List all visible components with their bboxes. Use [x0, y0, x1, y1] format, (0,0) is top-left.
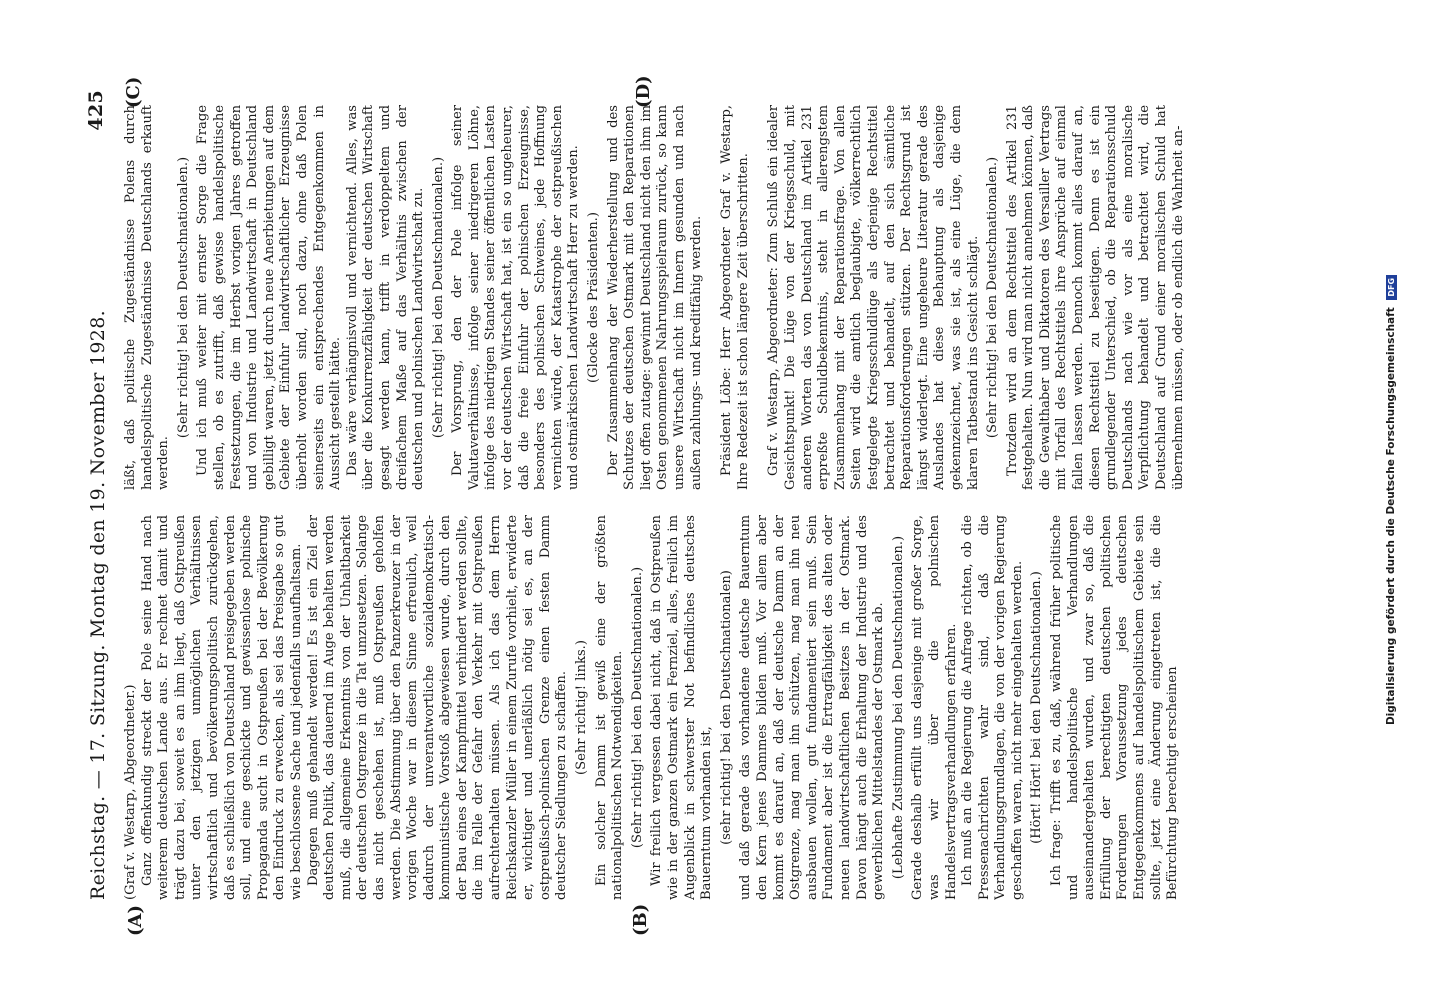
- paragraph: Und ich muß weiter mit ernster Sorge die Frage stellen, ob es zutrifft, daß gewisse handelspolitische Festsetzungen, die im Herbst vorigen Jahres getroffen und von Industrie und Landwirtschaft in Deutschland gebilligt waren, jetzt durch neue Anerbietungen auf dem Gebiete der Einfuhr landwirtschaftlicher Erzeugnisse überholt worden sind, noch dazu, ohne daß Polen seinerseits ein entsprechendes Entgegenkommen in Aussicht gestellt hätte.: [195, 105, 344, 490]
- paragraph: Ich frage: Trifft es zu, daß, während früher politische und handelspolitische Verhandlungen auseinandergehalten wurden, und zwar so, daß die Erfüllung der berechtigten deutschen politischen Forderungen Voraussetzung jedes deutschen Entgegenkommens auf handelspolitischem Gebiete sein sollte, jetzt eine Änderung eingetreten ist, die die Befürchtung berechtigt erscheinen: [1049, 515, 1181, 900]
- right-column: [123, 105, 1313, 490]
- speaker-line: (Graf v. Westarp, Abgeordneter.): [123, 684, 138, 900]
- speaker-paragraph: Graf v. Westarp, Abgeordneter: Zum Schluß ein idealer Gesichtspunkt! Die Lüge von der Kriegsschuld, mit anderen Worten das von Deutschland im Artikel 231 erpreßte Schuldbekenntnis, steht in allerengstem Zusammenhang mit der Reparationsfrage. Von allen Seiten wird die amtlich beglaubigte, völkerrechtlich festgelegte Kriegsschuldlüge als derjenige Rechtstitel betrachtet und behandelt, auf den sich sämtliche Reparationsforderungen stützen. Der Rechtsgrund ist längst widerlegt. Eine ungeheure Literatur gerade des Auslandes hat diese Behauptung als dasjenige gekennzeichnet, was sie ist, als eine Lüge, die dem klaren Tatbestand ins Gesicht schlägt.: [766, 105, 981, 490]
- interjection: (Sehr richtig! bei den Deutschnationalen.): [175, 156, 191, 439]
- interjection: (Hört! Hört! bei den Deutschnationalen.): [1029, 571, 1045, 844]
- margin-marker-b: (B): [630, 903, 651, 936]
- margin-marker-d: (D): [633, 75, 654, 108]
- paragraph: Der Vorsprung, den der Pole infolge seiner Valutaverhältnisse, infolge seiner niedrigeren Löhne, infolge des niedrigen Standes seiner öffentlichen Lasten vor der deutschen Wirtschaft hat, ist ein so ungeheurer, daß die freie Einfuhr der polnischen Erzeugnisse, besonders des polnischen Schweines, jede Hoffnung vernichten würde, der Katastrophe der ostpreußischen und ostmärkischen Landwirtschaft Herr zu werden.: [450, 105, 582, 490]
- paragraph: Ganz offenkundig streckt der Pole seine Hand nach weiterem deutschen Lande aus. Er rechnet damit und trägt dazu bei, soweit es an ihm liegt, daß Ostpreußen unter den jetzigen unmöglichen Verhältnissen wirtschaftlich und bevölkerungspolitisch zurückgehen, daß es schließlich von Deutschland preisgegeben werden soll, und eine geschickte und gewissenlose polnische Propaganda sucht in Ostpreußen bei der Bevölkerung den Eindruck zu erwecken, als sei das Preisgabe so gut wie beschlossene Sache und jedenfalls unaufhaltsam.: [139, 515, 304, 900]
- paragraph: Wir freilich vergessen dabei nicht, daß in Ostpreußen wie in der ganzen Ostmark ein Fernziel, alles, freilich im Augenblick in schwerster Not befindliches deutsches Bauerntum vorhanden ist,: [649, 515, 715, 900]
- paragraph: Dagegen muß gehandelt werden! Es ist ein Ziel der deutschen Politik, das dauernd im Auge behalten werden muß, die allgemeine Erkenntnis von der Unhaltbarkeit der deutschen Ostgrenze in die Tat umzusetzen. Solange das nicht geschehen ist, muß Ostpreußen geholfen werden. Die Abstimmung über den Panzerkreuzer in der vorigen Woche war in diesem Sinne erfreulich, weil dadurch der unverantwortliche sozialdemokratisch-kommunistische Vorstoß abgewiesen wurde, durch den der Bau eines der Kampfmittel verhindert werden sollte, die im Falle der Gefahr den Verkehr mit Ostpreußen aufrechterhalten müssen. Als ich das dem Herrn Reichskanzler Müller in einem Zurufe vorhielt, erwiderte er, wichtiger und unerläßlich nötig sei es, an der ostpreußisch-polnischen Grenze einen festen Damm deutscher Siedlungen zu schaffen.: [305, 515, 570, 900]
- running-head: Reichstag. — 17. Sitzung. Montag den 19. November 1928.: [87, 310, 109, 900]
- president-remark: Präsident Löbe: Herr Abgeordneter Graf v. Westarp, Ihre Redezeit ist schon längere Zeit überschritten.: [719, 105, 751, 490]
- page-header: [85, 90, 111, 900]
- digitization-note: [1385, 0, 1415, 1000]
- page-number: 425: [85, 90, 107, 131]
- paragraph: Trotzdem wird an dem Rechtstitel des Artikel 231 festgehalten. Nun wird man nicht annehmen können, daß die Gewalthaber und Diktatoren des Versailler Vertrags mit Torfall des Rechtstitels ihre Ansprüche auf einmal fallen lassen werden. Dennoch kommt alles darauf an, diesen Rechtstitel zu beseitigen. Denn es ist ein grundlegender Unterschied, ob die Reparationsschuld Deutschlands nach wie vor als eine moralische Verpflichtung behandelt und betrachtet wird, die Deutschland auf Grund einer moralischen Schuld hat übernehmen müssen, oder ob endlich die Wahrheit an-: [1004, 105, 1186, 490]
- paragraph: Ich muß an die Regierung die Anfrage richten, ob die Pressenachrichten wahr sind, daß die Verhandlungsgrundlagen, die von der vorigen Regierung geschaffen waren, nicht mehr eingehalten werden.: [960, 515, 1025, 900]
- paragraph: Das wäre verhängnisvoll und vernichtend. Alles, was über die Konkurrenzfähigkeit der deutschen Wirtschaft gesagt werden kann, trifft in verdoppeltem und dreifachem Maße auf das Verhältnis zwischen der deutschen und polnischen Landwirtschaft zu.: [344, 105, 427, 490]
- paragraph: Der Zusammenhang der Wiederherstellung und des Schutzes der deutschen Ostmark mit den Reparationen liegt offen zutage: gewinnt Deutschland nicht den ihm im Osten genommenen Nahrungsspielraum zurück, so kann unsere Wirtschaft nicht im Innern gesunden und nach außen zahlungs- und kreditfähig werden.: [605, 105, 704, 490]
- interjection: (sehr richtig! bei den Deutschnationalen): [718, 570, 734, 845]
- interjection: (Sehr richtig! links.): [574, 640, 590, 775]
- interjection: (Sehr richtig! bei den Deutschnationalen.): [430, 156, 446, 439]
- document-page: [85, 75, 1315, 940]
- margin-marker-c: (C): [123, 76, 144, 108]
- left-column: [123, 515, 1313, 900]
- paragraph: läßt, daß politische Zugeständnisse Polens durch handelspolitische Zugeständnisse Deutschlands erkauft werden.: [123, 105, 172, 490]
- dfg-logo: DFG: [1386, 275, 1397, 300]
- paragraph: Ein solcher Damm ist gewiß eine der größten nationalpolitischen Notwendigkeiten.: [593, 515, 626, 900]
- interjection: (Glocke des Präsidenten.): [586, 212, 602, 383]
- margin-marker-a: (A): [125, 905, 146, 936]
- interjection: (Sehr richtig! bei den Deutschnationalen.): [985, 156, 1001, 439]
- paragraph: Gerade deshalb erfüllt uns dasjenige mit großer Sorge, was wir über die polnischen Handelsvertragsverhandlungen erfahren.: [910, 515, 959, 900]
- interjection: (Lebhafte Zustimmung bei den Deutschnationalen.): [890, 535, 906, 880]
- paragraph: und daß gerade das vorhandene deutsche Bauerntum den Kern jenes Dammes bilden muß. Vor allem aber kommt es darauf an, daß der deutsche Damm an der Ostgrenze, mag man ihn schützen, mag man ihn neu ausbauen wollen, gut fundamentiert sein muß. Sein Fundament aber ist die Ertragfähigkeit des alten oder neuen landwirtschaftlichen Besitzes in der Ostmark. Davon hängt auch die Erhaltung der Industrie und des gewerblichen Mittelstandes der Ostmark ab.: [738, 515, 887, 900]
- digitization-text: Digitalisierung gefördert durch die Deutsche Forschungsgemeinschaft: [1385, 307, 1397, 726]
- interjection: (Sehr richtig! bei den Deutschnationalen.): [629, 566, 645, 849]
